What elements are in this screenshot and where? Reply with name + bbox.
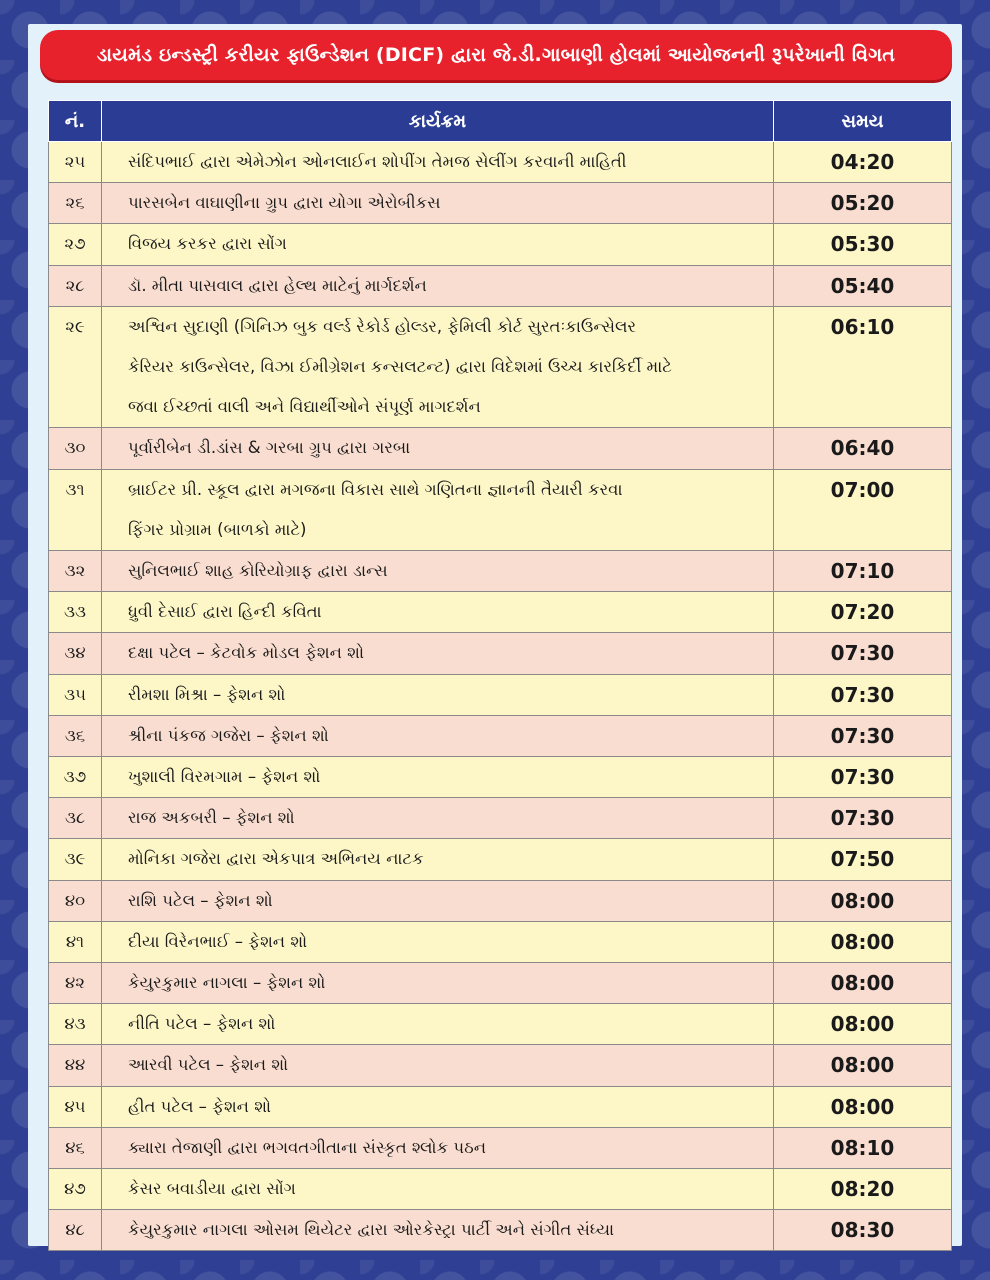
row-program: શ્રીના પંકજ ગજેરા – ફેશન શો — [102, 715, 774, 756]
row-time: 07:20 — [774, 592, 952, 633]
row-time: 07:30 — [774, 757, 952, 798]
header-number: નં. — [49, 101, 102, 142]
table-row — [49, 1210, 952, 1251]
table-row — [49, 142, 952, 183]
row-program: ધ્રુવી દેસાઈ દ્વારા હિન્દી કવિતા — [102, 592, 774, 633]
table-row — [49, 839, 952, 880]
table-row — [49, 469, 952, 550]
row-number: ૩૯ — [49, 839, 102, 880]
row-number: ૪૦ — [49, 880, 102, 921]
row-program: વિજય કરકર દ્વારા સોંગ — [102, 224, 774, 265]
row-program: ખુશાલી વિરમગામ – ફેશન શો — [102, 757, 774, 798]
table-row — [49, 592, 952, 633]
row-number: ૨૬ — [49, 183, 102, 224]
row-number: ૪૧ — [49, 921, 102, 962]
row-time: 08:10 — [774, 1127, 952, 1168]
row-program: નીતિ પટેલ – ફેશન શો — [102, 1004, 774, 1045]
row-time: 06:40 — [774, 428, 952, 469]
header-program: કાર્યક્રમ — [102, 101, 774, 142]
row-program: પૂર્વારીબેન ડી.ડાંસ & ગરબા ગ્રુપ દ્વારા ગરબા — [102, 428, 774, 469]
row-number: ૩૫ — [49, 674, 102, 715]
row-program: સંદિપભાઈ દ્વારા એમેઝોન ઓનલાઈન શોપીંગ તેમજ સેલીંગ કરવાની માહિતી — [102, 142, 774, 183]
row-time: 07:50 — [774, 839, 952, 880]
table-row — [49, 1045, 952, 1086]
row-time: 07:30 — [774, 715, 952, 756]
row-number: ૨૮ — [49, 265, 102, 306]
row-number: ૩૨ — [49, 551, 102, 592]
program-line: બ્રાઈટર પ્રી. સ્કૂલ દ્વારા મગજના વિકાસ સાથે ગણિતના જ્ઞાનની તૈયારી કરવા — [128, 479, 623, 499]
row-program: હીત પટેલ – ફેશન શો — [102, 1086, 774, 1127]
row-program — [102, 306, 774, 428]
row-program: રીમશા મિશ્રા – ફેશન શો — [102, 674, 774, 715]
row-number: ૪૬ — [49, 1127, 102, 1168]
row-number: ૪૫ — [49, 1086, 102, 1127]
row-time: 08:00 — [774, 921, 952, 962]
row-program: દક્ષા પટેલ – કેટવોક મોડલ ફેશન શો — [102, 633, 774, 674]
row-number: ૪૪ — [49, 1045, 102, 1086]
table-row — [49, 880, 952, 921]
row-time: 06:10 — [774, 306, 952, 428]
table-row — [49, 1086, 952, 1127]
row-number: ૩૩ — [49, 592, 102, 633]
row-number: ૪૩ — [49, 1004, 102, 1045]
schedule-table — [48, 100, 952, 1251]
row-program: દીયા વિરેનભાઈ – ફેશન શો — [102, 921, 774, 962]
row-number: ૩૦ — [49, 428, 102, 469]
table-row — [49, 674, 952, 715]
table-row — [49, 1004, 952, 1045]
table-row — [49, 715, 952, 756]
row-number: ૩૭ — [49, 757, 102, 798]
table-row — [49, 265, 952, 306]
row-time: 08:00 — [774, 1086, 952, 1127]
row-number: ૨૭ — [49, 224, 102, 265]
row-program: કેસર બવાડીયા દ્વારા સોંગ — [102, 1169, 774, 1210]
row-number: ૨૯ — [49, 306, 102, 428]
row-number: ૪૮ — [49, 1210, 102, 1251]
row-program: રાજ અકબરી – ફેશન શો — [102, 798, 774, 839]
program-line: જવા ઈચ્છતાં વાલી અને વિદ્યાર્થીઓને સંપૂર્ણ માગદર્શન — [128, 397, 481, 417]
table-row — [49, 1169, 952, 1210]
table-row — [49, 183, 952, 224]
row-time: 08:30 — [774, 1210, 952, 1251]
table-row — [49, 224, 952, 265]
row-program — [102, 469, 774, 550]
page-title: ડાયમંડ ઇન્ડસ્ટ્રી કરીયર ફાઉન્ડેશન (DICF) દ્વારા જે.ડી.ગાબાણી હોલમાં આયોજનની રૂપરેખાની વિગત — [40, 30, 952, 80]
row-program: મોનિકા ગજેરા દ્વારા એકપાત્ર અભિનય નાટક — [102, 839, 774, 880]
row-time: 07:30 — [774, 798, 952, 839]
table-row — [49, 428, 952, 469]
table-row — [49, 306, 952, 428]
table-row — [49, 633, 952, 674]
row-number: ૪૭ — [49, 1169, 102, 1210]
table-row — [49, 963, 952, 1004]
program-line: ફિંગર પ્રોગ્રામ (બાળકો માટે) — [128, 519, 307, 539]
row-program: ડૉ. મીતા પાસવાલ દ્વારા હેલ્થ માટેનું માર્ગદર્શન — [102, 265, 774, 306]
row-program: પારસબેન વાઘાણીના ગ્રુપ દ્વારા યોગા એરોબીકસ — [102, 183, 774, 224]
header-time: સમય — [774, 101, 952, 142]
row-program: રાશિ પટેલ – ફેશન શો — [102, 880, 774, 921]
row-number: ૩૪ — [49, 633, 102, 674]
row-time: 08:00 — [774, 880, 952, 921]
row-time: 05:30 — [774, 224, 952, 265]
program-line: અશ્વિન સુદાણી (ગિનિઝ બુક વર્લ્ડ રેકોર્ડ હોલ્ડર, ફેમિલી કોર્ટ સુરતઃકાઉન્સેલર — [128, 316, 636, 336]
row-number: ૩૬ — [49, 715, 102, 756]
row-number: ૪૨ — [49, 963, 102, 1004]
row-time: 05:20 — [774, 183, 952, 224]
table-row — [49, 1127, 952, 1168]
table-row — [49, 551, 952, 592]
row-time: 07:30 — [774, 633, 952, 674]
program-line: કેરિયર કાઉન્સેલર, વિઝા ઈમીગ્રેશન કન્સલટન્ટ) દ્વારા વિદેશમાં ઉચ્ચ કારકિર્દી માટે — [128, 357, 672, 377]
row-program: સુનિલભાઈ શાહ કોરિયોગ્રાફ દ્વારા ડાન્સ — [102, 551, 774, 592]
table-header-row — [49, 101, 952, 142]
row-number: ૨૫ — [49, 142, 102, 183]
row-time: 07:30 — [774, 674, 952, 715]
row-number: ૩૧ — [49, 469, 102, 550]
table-row — [49, 921, 952, 962]
row-program: આરવી પટેલ – ફેશન શો — [102, 1045, 774, 1086]
row-time: 08:00 — [774, 1004, 952, 1045]
row-program: ક્યારા તેજાણી દ્વારા ભગવતગીતાના સંસ્કૃત શ્લોક પઠન — [102, 1127, 774, 1168]
row-number: ૩૮ — [49, 798, 102, 839]
row-time: 08:00 — [774, 1045, 952, 1086]
row-time: 05:40 — [774, 265, 952, 306]
row-time: 08:00 — [774, 963, 952, 1004]
row-time: 04:20 — [774, 142, 952, 183]
row-program: કેયુરકુમાર નાગલા ઓસમ થિયેટર દ્વારા ઓરકેસ્ટ્રા પાર્ટી અને સંગીત સંધ્યા — [102, 1210, 774, 1251]
row-program: કેયુરકુમાર નાગલા – ફેશન શો — [102, 963, 774, 1004]
row-time: 08:20 — [774, 1169, 952, 1210]
row-time: 07:10 — [774, 551, 952, 592]
row-time: 07:00 — [774, 469, 952, 550]
table-row — [49, 798, 952, 839]
table-row — [49, 757, 952, 798]
